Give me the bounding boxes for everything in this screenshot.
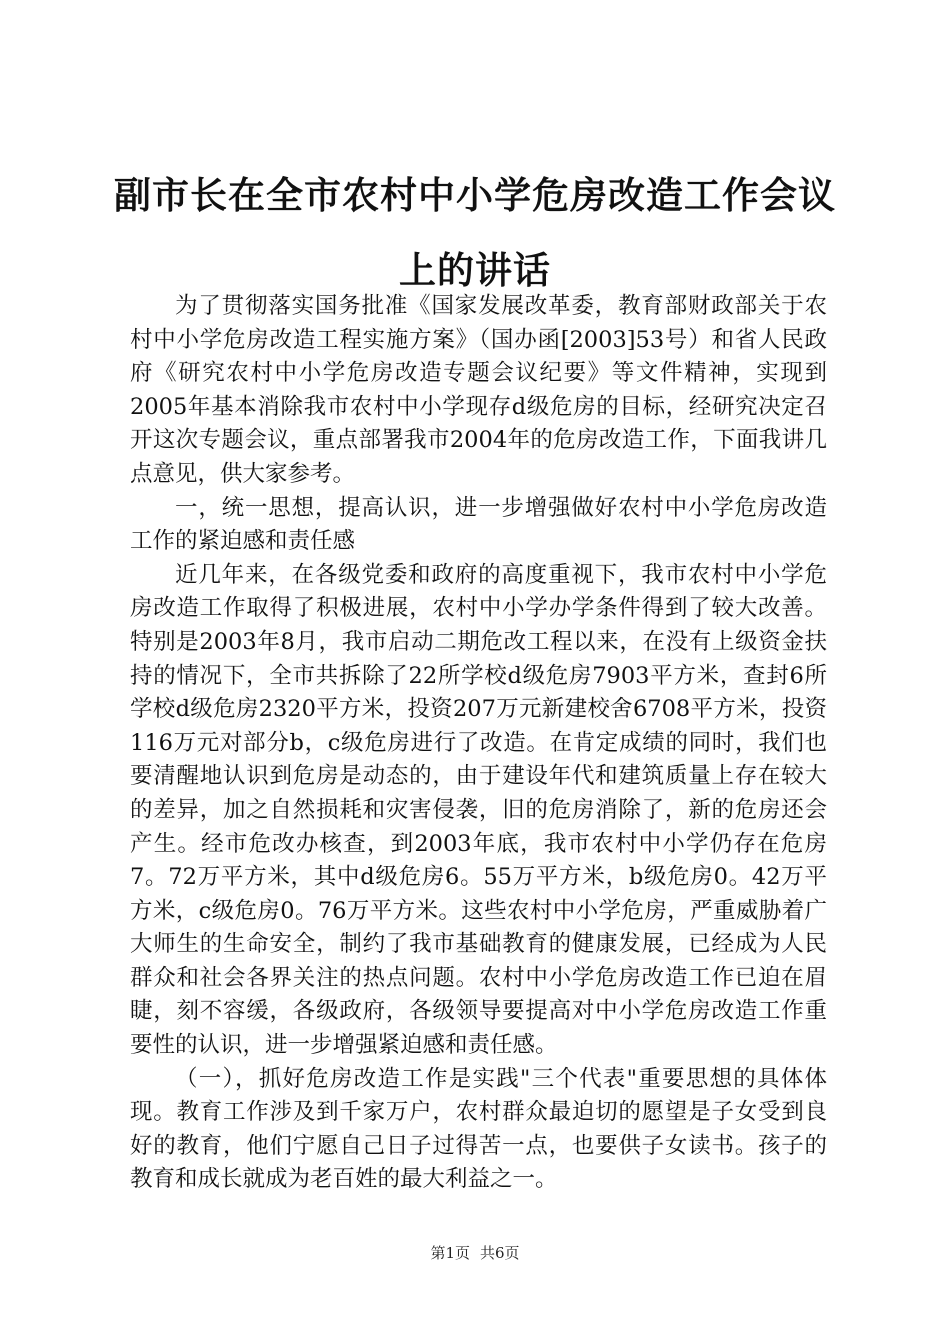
paragraph-subsection-1: （一），抓好危房改造工作是实践"三个代表"重要思想的具体体现。教育工作涉及到千家万户，农村群众最迫切的愿望是子女受到良好的教育，他们宁愿自己日子过得苦一点，也要供子女读书。孩子的教育和成长就成为老百姓的最大利益之一。 bbox=[130, 1065, 827, 1193]
page-total: 共6页 bbox=[480, 1244, 520, 1262]
section-heading-1: 一，统一思想，提高认识，进一步增强做好农村中小学危房改造工作的紧迫感和责任感 bbox=[130, 494, 827, 555]
paragraph-progress: 近几年来，在各级党委和政府的高度重视下，我市农村中小学危房改造工作取得了积极进展，农村中小学办学条件得到了较大改善。特别是2003年8月，我市启动二期危改工程以来，在没有上级资金扶持的情况下，全市共拆除了22所学校d级危房7903平方米，查封6所学校d级危房2320平方米，投资207万元新建校舍6708平方米，投资116万元对部分b，c级危房进行了改造。在肯定成绩的同时，我们也要清醒地认识到危房是动态的，由于建设年代和建筑质量上存在较大的差异，加之自然损耗和灾害侵袭，旧的危房消除了，新的危房还会产生。经市危改办核查，到2003年底，我市农村中小学仍存在危房7。72万平方米，其中d级危房6。55万平方米，b级危房0。42万平方米，c级危房0。76万平方米。这些农村中小学危房，严重威胁着广大师生的生命安全，制约了我市基础教育的健康发展，已经成为人民群众和社会各界关注的热点问题。农村中小学危房改造工作已迫在眉睫，刻不容缓，各级政府，各级领导要提高对中小学危房改造工作重要性的认识，进一步增强紧迫感和责任感。 bbox=[130, 561, 827, 1059]
document-title: 副市长在全市农村中小学危房改造工作会议上的讲话 bbox=[114, 174, 836, 292]
document-body bbox=[130, 290, 827, 1197]
paragraph-intro: 为了贯彻落实国务批准《国家发展改革委，教育部财政部关于农村中小学危房改造工程实施方案》（国办函[2003]53号）和省人民政府《研究农村中小学危房改造专题会议纪要》等文件精神，实现到2005年基本消除我市农村中小学现存d级危房的目标，经研究决定召开这次专题会议，重点部署我市2004年的危房改造工作，下面我讲几点意见，供大家参考。 bbox=[130, 293, 827, 487]
page-number: 第1页 bbox=[430, 1244, 470, 1262]
page-footer bbox=[0, 1243, 950, 1263]
